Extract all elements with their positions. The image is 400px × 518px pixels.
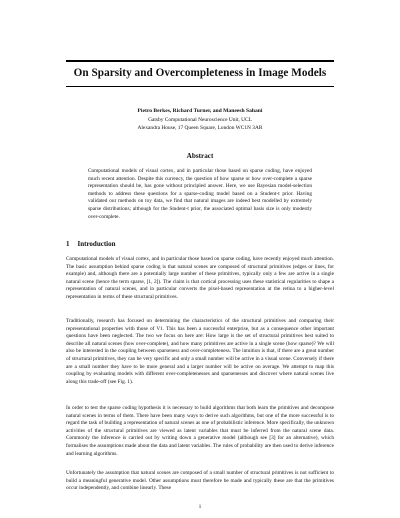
section-number: 1: [66, 240, 70, 248]
section-title: Introduction: [77, 240, 116, 248]
abstract-heading: Abstract: [186, 152, 214, 160]
author-list: Pietro Berkes, Richard Turner, and Maneesh Sahani: [137, 108, 263, 114]
intro-paragraph-1: Computational models of visual cortex, and in particular those based on sparse coding, have recently enjoyed much attention. The basic assumption behind sparse coding is that natural scenes are composed of structural primitives (edges or lines, for example) and, although there are a potentially large number of these primitives, typically only a few are active in a single natural scene (hence the term sparse, [1, 2]). The claim is that cortical processing uses these statistical regularities to shape a representation of natural scenes, and in particular converts the pixel-based representation at the retina to a higher-level representation in terms of these structural primitives.: [66, 256, 334, 300]
title-top-rule: [66, 60, 334, 62]
title-bottom-rule: [66, 86, 334, 87]
abstract-text: Computational models of visual cortex, and in particular those based on sparse coding, have enjoyed much recent attention. Despite this currency, the question of how sparse or how over-complete a sparse representation should be, has gone without principled answer. Here, we use Bayesian model-selection methods to address these questions for a sparse-coding model based on a Student-t prior. Having validated our methods on toy data, we find that natural images are indeed best modelled by extremely sparse distributions; although for the Student-t prior, the associated optimal basis size is only modestly over-complete.: [88, 168, 312, 220]
affiliation-line-2: Alexandra House, 17 Queen Square, London WC1N 3AR: [137, 125, 263, 131]
intro-paragraph-3: In order to test the sparse coding hypothesis it is necessary to build algorithms that both learn the primitives and decompose natural scenes in terms of them. There have been many ways to derive such algorithms, but one of the more successful is to regard the task of building a representation of natural scenes as one of probabilistic inference. More specifically, the unknown activities of the structural primitives are viewed as latent variables that must be inferred from the natural scene data. Commonly the inference is carried out by writing down a generative model (although see [3] for an alternative), which formalises the assumptions made about the data and latent variables. The rules of probability are then used to derive inference and learning algorithms.: [66, 405, 334, 457]
affiliation-line-1: Gatsby Computational Neuroscience Unit, UCL: [148, 117, 252, 123]
paper-title: On Sparsity and Overcompleteness in Image Models: [73, 67, 327, 79]
section-heading-introduction: [66, 240, 124, 248]
page-number: 1: [198, 504, 202, 510]
intro-paragraph-4: Unfortunately the assumption that natural scenes are composed of a small number of structural primitives is not sufficient to build a meaningful generative model. Other assumptions must therefore be made and typically these are that the primitives occur independently, and combine linearly. These: [66, 470, 334, 492]
intro-paragraph-2: Traditionally, research has focused on determining the characteristics of the structural primitives and comparing their representational properties with those of V1. This has been a successful enterprise, but as a consequence other important questions have been neglected. The two we focus on here are: How large is the set of structural primitives best suited to describe all natural scenes (how over-complete), and how many primitives are active in a single scene (how sparse)? We will also be interested in the coupling between sparseness and over-completeness. The intuition is that, if there are a great number of structural primitives, they can be very specific and only a small number will be active in a visual scene. Conversely if there are a small number they have to be more general and a larger number will be active on average. We attempt to map this coupling by evaluating models with different over-completenesses and sparsenesses and discover where natural scenes live along this trade-off (see Fig. 1).: [66, 318, 334, 385]
